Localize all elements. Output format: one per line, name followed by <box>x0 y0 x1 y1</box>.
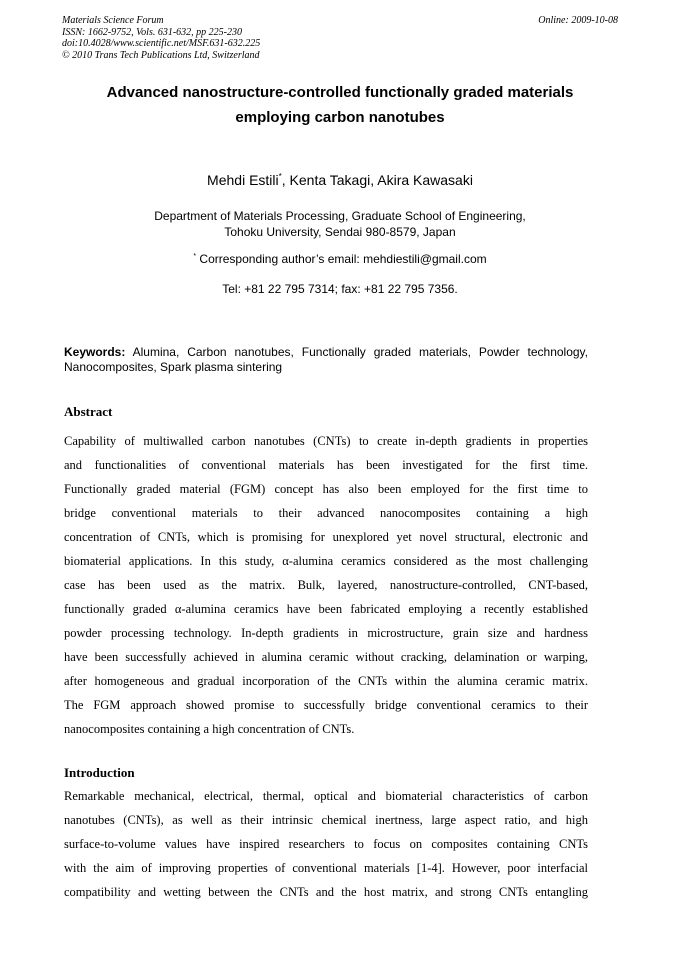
abstract-line: bridge conventional materials to their advanced nanocomposites containing a high <box>64 506 588 520</box>
introduction-line: with the aim of improving properties of conventional materials [1-4]. However, poor interfacial <box>64 861 588 875</box>
abstract-line: nanocomposites containing a high concentration of CNTs. <box>64 722 355 736</box>
journal-name: Materials Science Forum <box>62 15 164 26</box>
author-first: Mehdi Estili <box>207 172 279 188</box>
introduction-body <box>64 784 588 904</box>
keywords-label: Keywords: <box>64 345 126 359</box>
paper-title <box>62 80 618 130</box>
affiliation-line-1: Department of Materials Processing, Graduate School of Engineering, <box>154 209 526 223</box>
abstract-line: concentration of CNTs, which is promising for unexplored yet novel structural, electronic and <box>64 530 588 544</box>
title-line-2: employing carbon nanotubes <box>235 109 445 126</box>
abstract-line: case has been used as the matrix. Bulk, layered, nanostructure-controlled, CNT-based, <box>64 578 588 592</box>
corresponding-mark: * <box>278 172 282 181</box>
author-list <box>62 172 618 188</box>
email-mark: * <box>193 253 197 260</box>
abstract-heading: Abstract <box>64 404 113 419</box>
abstract-line: The FGM approach showed promise to successfully bridge conventional ceramics to their <box>64 698 588 712</box>
introduction-heading: Introduction <box>64 765 135 780</box>
introduction-line: nanotubes (CNTs), as well as their intrinsic chemical inertness, large aspect ratio, and high <box>64 813 588 827</box>
abstract-line: Functionally graded material (FGM) concept has also been employed for the first time to <box>64 482 588 496</box>
online-date: Online: 2009-10-08 <box>538 15 618 26</box>
keywords-text: Alumina, Carbon nanotubes, Functionally graded materials, Powder technology, Nanocomposites, Spark plasma sintering <box>64 345 588 374</box>
copyright-line: © 2010 Trans Tech Publications Ltd, Switzerland <box>62 49 260 61</box>
abstract-line: functionally graded α-alumina ceramics have been fabricated employing a recently established <box>64 602 588 616</box>
author-rest: , Kenta Takagi, Akira Kawasaki <box>281 172 473 188</box>
corresponding-email <box>62 252 618 266</box>
issn-line: ISSN: 1662-9752, Vols. 631-632, pp 225-230 <box>62 26 242 38</box>
keywords <box>64 345 588 375</box>
phone-fax: Tel: +81 22 795 7314; fax: +81 22 795 7356. <box>222 282 458 296</box>
affiliation-line-2: Tohoku University, Sendai 980-8579, Japan <box>224 225 456 239</box>
affiliation <box>62 208 618 240</box>
abstract-line: powder processing technology. In-depth gradients in microstructure, grain size and hardness <box>64 626 588 640</box>
abstract-line: have been successfully achieved in alumina ceramic without cracking, delamination or warping, <box>64 650 588 664</box>
introduction-line: compatibility and wetting between the CNTs and the host matrix, and strong CNTs entangling <box>64 885 588 899</box>
abstract-line: after homogeneous and gradual incorporation of the CNTs within the alumina ceramic matrix. <box>64 674 588 688</box>
email-text: Corresponding author’s email: mehdiestili@gmail.com <box>196 252 487 266</box>
abstract-line: Capability of multiwalled carbon nanotubes (CNTs) to create in-depth gradients in properties <box>64 434 588 448</box>
title-line-1: Advanced nanostructure-controlled functionally graded materials <box>106 84 574 101</box>
doi-line: doi:10.4028/www.scientific.net/MSF.631-632.225 <box>62 38 261 49</box>
running-header <box>62 15 618 61</box>
abstract-line: and functionalities of conventional materials has been investigated for the first time. <box>64 458 588 472</box>
introduction-line: Remarkable mechanical, electrical, thermal, optical and biomaterial characteristics of carbon <box>64 789 588 803</box>
introduction-line: surface-to-volume values have inspired researchers to focus on composites containing CNTs <box>64 837 588 851</box>
abstract-body <box>64 429 588 741</box>
abstract-line: biomaterial applications. In this study, α-alumina ceramics considered as the most challenging <box>64 554 588 568</box>
